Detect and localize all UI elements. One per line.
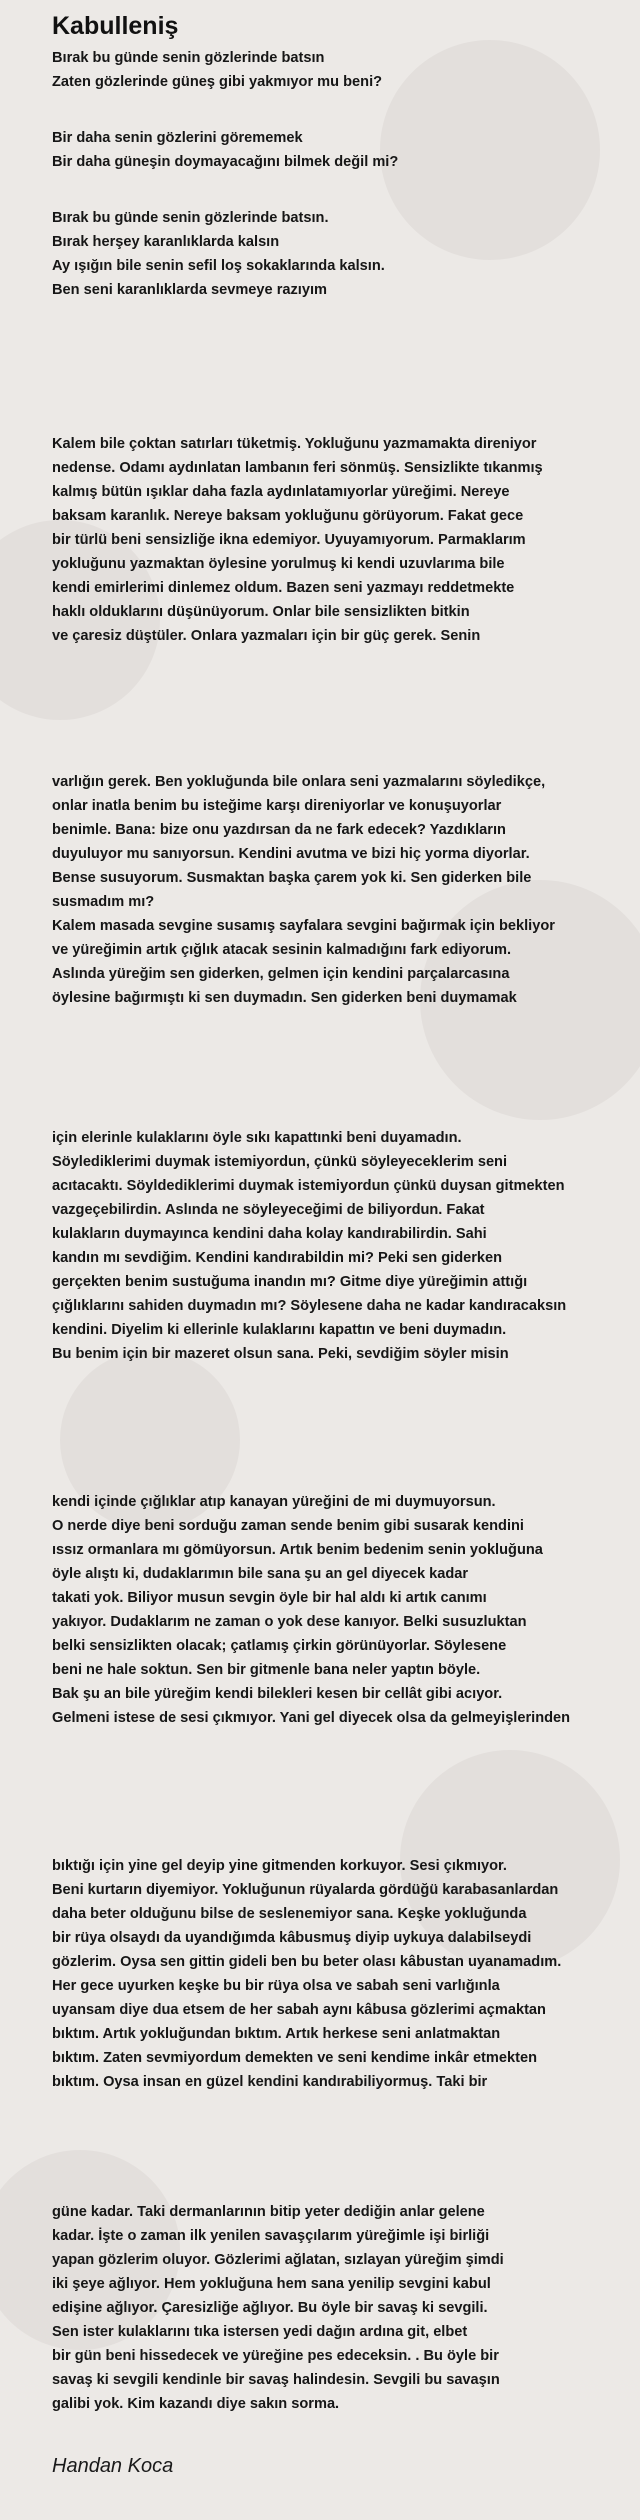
poem-line: bıktığı için yine gel deyip yine gitmenden korkuyor. Sesi çıkmıyor. xyxy=(52,1858,507,1874)
poem-line: galibi yok. Kim kazandı diye sakın sorma. xyxy=(52,2396,340,2412)
poem-line: beni ne hale soktun. Sen bir gitmenle bana neler yaptın böyle. xyxy=(52,1662,481,1678)
poem-line: bıktım. Zaten sevmiyordum demekten ve seni kendime inkâr etmekten xyxy=(52,2050,538,2066)
poem-line: bir türlü beni sensizliğe ikna edemiyor. Uyuyamıyorum. Parmaklarım xyxy=(52,532,526,548)
poem-title: Kabulleniş xyxy=(52,12,179,40)
poem-line: Bir daha güneşin doymayacağını bilmek değil mi? xyxy=(52,154,399,170)
poem-line: Ay ışığın bile senin sefil loş sokaklarında kalsın. xyxy=(52,258,385,274)
poem-author: Handan Koca xyxy=(52,2455,174,2477)
poem-line: varlığın gerek. Ben yokluğunda bile onlara seni yazmalarını söyledikçe, xyxy=(52,774,546,790)
poem-line: takati yok. Biliyor musun sevgin öyle bir hal aldı ki artık canımı xyxy=(52,1590,487,1606)
poem-line: bıktım. Oysa insan en güzel kendini kandırabiliyormuş. Taki bir xyxy=(52,2074,488,2090)
poem-line: acıtacaktı. Söyldediklerimi duymak istemiyordun çünkü duysan gitmekten xyxy=(52,1178,565,1194)
poem-line: Her gece uyurken keşke bu bir rüya olsa ve sabah seni varlığınla xyxy=(52,1978,500,1994)
poem-line: Söylediklerimi duymak istemiyordun, çünkü söyleyeceklerim seni xyxy=(52,1154,508,1170)
poem-line: savaş ki sevgili kendinle bir savaş halindesin. Sevgili bu savaşın xyxy=(52,2372,500,2388)
poem-line: benimle. Bana: bize onu yazdırsan da ne fark edecek? Yazdıkların xyxy=(52,822,506,838)
poem-line: uyansam diye dua etsem de her sabah aynı kâbusa gözlerimi açmaktan xyxy=(52,2002,546,2018)
poem-line: kulakların duymayınca kendini daha kolay kandırabilirdin. Sahi xyxy=(52,1226,487,1242)
poem-line: edişine ağlıyor. Çaresizliğe ağlıyor. Bu öyle bir savaş ki sevgili. xyxy=(52,2300,488,2316)
poem-line: haklı olduklarını düşünüyorum. Onlar bile sensizlikten bitkin xyxy=(52,604,470,620)
poem-line: Bırak herşey karanlıklarda kalsın xyxy=(52,234,280,250)
poem-line: kendi emirlerimi dinlemez oldum. Bazen seni yazmayı reddetmekte xyxy=(52,580,515,596)
poem-line: Bense susuyorum. Susmaktan başka çarem yok ki. Sen giderken bile xyxy=(52,870,532,886)
poem-line: Bırak bu günde senin gözlerinde batsın. xyxy=(52,210,329,226)
poem-line: öylesine bağırmıştı ki sen duymadın. Sen giderken beni duymamak xyxy=(52,990,517,1006)
poem-line: bıktım. Artık yokluğundan bıktım. Artık herkese seni anlatmaktan xyxy=(52,2026,501,2042)
poem-line: baksam karanlık. Nereye baksam yokluğunu görüyorum. Fakat gece xyxy=(52,508,524,524)
poem-line: Bırak bu günde senin gözlerinde batsın xyxy=(52,50,325,66)
poem-line: gözlerim. Oysa sen gittin gideli ben bu beter olası kâbustan uyanamadım. xyxy=(52,1954,562,1970)
poem-line: güne kadar. Taki dermanlarının bitip yeter dediğin anlar gelene xyxy=(52,2204,485,2220)
poem-line: ve yüreğimin artık çığlık atacak sesinin kalmadığını fark ediyorum. xyxy=(52,942,512,958)
poem-line: susmadım mı? xyxy=(52,894,155,910)
poem-line: kalmış bütün ışıklar daha fazla aydınlatamıyorlar yüreğimi. Nereye xyxy=(52,484,510,500)
poem-line: Kalem masada sevgine susamış sayfalara sevgini bağırmak için bekliyor xyxy=(52,918,555,934)
poem-line: Sen ister kulaklarını tıka istersen yedi dağın ardına git, elbet xyxy=(52,2324,468,2340)
poem-line: Kalem bile çoktan satırları tüketmiş. Yokluğunu yazmamakta direniyor xyxy=(52,436,537,452)
poem-line: yakıyor. Dudaklarım ne zaman o yok dese kanıyor. Belki susuzluktan xyxy=(52,1614,527,1630)
poem-line: Bu benim için bir mazeret olsun sana. Peki, sevdiğim söyler misin xyxy=(52,1346,509,1362)
poem-line: Zaten gözlerinde güneş gibi yakmıyor mu beni? xyxy=(52,74,383,90)
poem-line: Aslında yüreğim sen giderken, gelmen için kendini parçalarcasına xyxy=(52,966,510,982)
poem-line: kendini. Diyelim ki ellerinle kulaklarını kapattın ve beni duymadın. xyxy=(52,1322,507,1338)
poem-line: nedense. Odamı aydınlatan lambanın feri sönmüş. Sensizlikte tıkanmış xyxy=(52,460,543,476)
poem-line: bir gün beni hissedecek ve yüreğine pes edeceksin. . Bu öyle bir xyxy=(52,2348,499,2364)
poem-line: yapan gözlerim oluyor. Gözlerimi ağlatan, sızlayan yüreğim şimdi xyxy=(52,2252,504,2268)
poem-line: Beni kurtarın diyemiyor. Yokluğunun rüyalarda gördüğü karabasanlardan xyxy=(52,1882,559,1898)
poem-line: yokluğunu yazmaktan öylesine yorulmuş ki kendi uzuvlarıma bile xyxy=(52,556,505,572)
poem-line: için elerinle kulaklarını öyle sıkı kapattınki beni duyamadın. xyxy=(52,1130,462,1146)
poem-line: öyle alıştı ki, dudaklarımın bile sana şu an gel diyecek kadar xyxy=(52,1566,469,1582)
poem-line: iki şeye ağlıyor. Hem yokluğuna hem sana yenilip sevgini kabul xyxy=(52,2276,491,2292)
poem-line: onlar inatla benim bu isteğime karşı direniyorlar ve konuşuyorlar xyxy=(52,798,502,814)
poem-line: kandın mı sevdiğim. Kendini kandırabildin mi? Peki sen giderken xyxy=(52,1250,503,1266)
poem-line: çığlıklarını sahiden duymadın mı? Söylesene daha ne kadar kandıracaksın xyxy=(52,1298,567,1314)
poem-line: daha beter olduğunu bilse de seslenemiyor sana. Keşke yokluğunda xyxy=(52,1906,527,1922)
poem-line: Gelmeni istese de sesi çıkmıyor. Yani gel diyecek olsa da gelmeyişlerinden xyxy=(52,1710,571,1726)
poem-line: ıssız ormanlara mı gömüyorsun. Artık benim bedenim senin yokluğuna xyxy=(52,1542,543,1558)
poem-line: O nerde diye beni sorduğu zaman sende benim gibi susarak kendini xyxy=(52,1518,524,1534)
poem-line: Bir daha senin gözlerini görememek xyxy=(52,130,303,146)
poem-line: Ben seni karanlıklarda sevmeye razıyım xyxy=(52,282,328,298)
poem-line: gerçekten benim sustuğuma inandın mı? Gitme diye yüreğimin attığı xyxy=(52,1274,528,1290)
poem-line: Bak şu an bile yüreğim kendi bilekleri kesen bir cellât gibi acıyor. xyxy=(52,1686,503,1702)
poem-line: kadar. İşte o zaman ilk yenilen savaşçılarım yüreğimle işi birliği xyxy=(52,2228,490,2244)
poem-line: belki sensizlikten olacak; çatlamış çirkin görünüyorlar. Söylesene xyxy=(52,1638,507,1654)
poem-line: duyuluyor mu sanıyorsun. Kendini avutma ve bizi hiç yorma diyorlar. xyxy=(52,846,530,862)
poem-line: bir rüya olsaydı da uyandığımda kâbusmuş diyip uykuya dalabilseydi xyxy=(52,1930,532,1946)
poem-line: vazgeçebilirdin. Aslında ne söyleyeceğimi de biliyordun. Fakat xyxy=(52,1202,485,1218)
poem-line: kendi içinde çığlıklar atıp kanayan yüreğini de mi duymuyorsun. xyxy=(52,1494,496,1510)
poem-line: ve çaresiz düştüler. Onlara yazmaları için bir güç gerek. Senin xyxy=(52,628,481,644)
